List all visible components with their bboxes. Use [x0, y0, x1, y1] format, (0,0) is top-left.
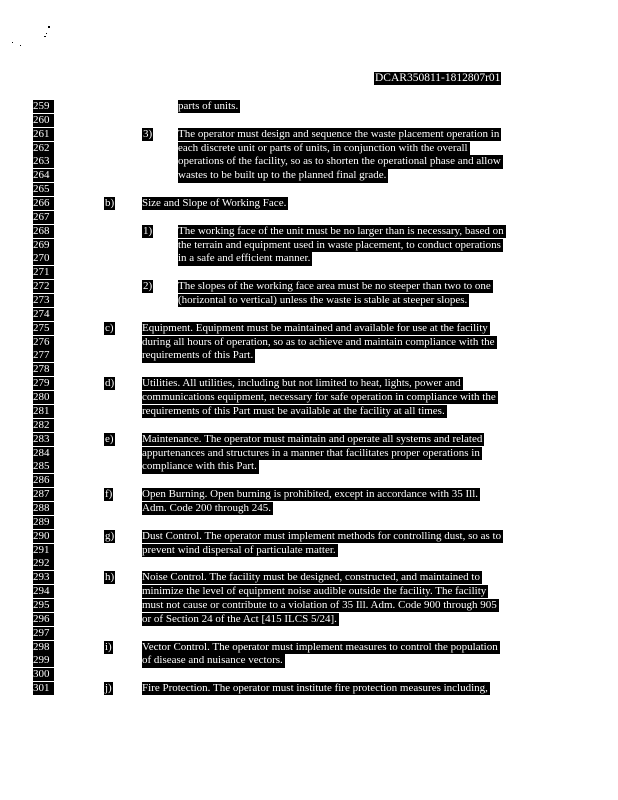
- item-marker: 1): [143, 224, 153, 237]
- text-line: compliance with this Part.: [142, 460, 257, 473]
- line-number: 279: [33, 377, 54, 390]
- line-number: 296: [33, 613, 54, 626]
- line-number: 266: [33, 197, 54, 210]
- line-number: 277: [33, 349, 54, 362]
- line-number: 295: [33, 599, 54, 612]
- line-number: 270: [33, 252, 54, 265]
- line-number: 286: [33, 474, 54, 487]
- scan-speck: [44, 36, 46, 37]
- text-line: parts of units.: [178, 100, 239, 112]
- line-number: 276: [33, 336, 54, 349]
- line-number: 265: [33, 183, 54, 196]
- line-number: 290: [33, 530, 54, 543]
- line-number: 262: [33, 142, 54, 155]
- line-number: 281: [33, 405, 54, 418]
- text-line: in a safe and efficient manner.: [178, 252, 311, 265]
- scan-speck: [48, 26, 50, 28]
- line-number: 284: [33, 447, 54, 460]
- line-number: 288: [33, 502, 54, 515]
- line-number: 268: [33, 225, 54, 238]
- text-line: during all hours of operation, so as to achieve and maintain compliance with the: [142, 335, 495, 348]
- line-number: 283: [33, 433, 54, 446]
- text-line: Vector Control. The operator must implement measures to control the population: [142, 640, 498, 653]
- line-number: 259: [33, 100, 54, 113]
- line-number: 297: [33, 627, 54, 640]
- item-marker: f): [105, 488, 113, 501]
- text-line: Noise Control. The facility must be designed, constructed, and maintained to: [142, 571, 480, 584]
- line-number: 289: [33, 516, 54, 529]
- text-line: Maintenance. The operator must maintain and operate all systems and related: [142, 432, 483, 445]
- line-number: 298: [33, 641, 54, 654]
- text-line: wastes to be built up to the planned final grade.: [178, 169, 387, 182]
- line-number: 271: [33, 266, 54, 279]
- line-number: 299: [33, 654, 54, 667]
- text-line: Fire Protection. The operator must institute fire protection measures including,: [142, 682, 488, 695]
- line-number: 273: [33, 294, 54, 307]
- item-marker: i): [105, 640, 112, 653]
- line-number: 269: [33, 239, 54, 252]
- text-line: each discrete unit or parts of units, in conjunction with the overall: [178, 141, 468, 154]
- line-number: 293: [33, 571, 54, 584]
- line-number: 260: [33, 114, 54, 127]
- line-number: 264: [33, 169, 54, 182]
- item-marker: b): [105, 197, 115, 210]
- line-number: 291: [33, 544, 54, 557]
- item-marker: d): [105, 377, 115, 390]
- item-marker: 2): [143, 280, 153, 293]
- item-marker: g): [105, 529, 115, 542]
- text-line: Adm. Code 200 through 245.: [142, 501, 271, 514]
- line-number: 261: [33, 128, 54, 141]
- line-number: 267: [33, 211, 54, 224]
- text-line: Utilities. All utilities, including but not limited to heat, lights, power and: [142, 377, 461, 390]
- line-number: 287: [33, 488, 54, 501]
- item-marker: 3): [143, 127, 153, 140]
- document-id: DCAR350811-1812807r01: [375, 72, 501, 84]
- line-number: 280: [33, 391, 54, 404]
- text-line: requirements of this Part.: [142, 349, 254, 362]
- text-line: Open Burning. Open burning is prohibited, except in accordance with 35 Ill.: [142, 488, 479, 501]
- item-marker: j): [105, 682, 112, 695]
- text-line: Size and Slope of Working Face.: [142, 197, 287, 210]
- text-line: minimize the level of equipment noise audible outside the facility. The facility: [142, 585, 487, 598]
- text-line: requirements of this Part must be available at the facility at all times.: [142, 404, 445, 417]
- line-number: 274: [33, 308, 54, 321]
- line-number: 282: [33, 419, 54, 432]
- text-line: of disease and nuisance vectors.: [142, 654, 283, 667]
- line-number: 285: [33, 460, 54, 473]
- text-line: operations of the facility, so as to shorten the operational phase and allow: [178, 155, 501, 168]
- text-line: communications equipment, necessary for safe operation in compliance with the: [142, 391, 496, 404]
- text-line: The slopes of the working face area must be no steeper than two to one: [178, 280, 491, 293]
- text-line: The operator must design and sequence the waste placement operation in: [178, 127, 500, 140]
- scan-speck: [46, 33, 47, 34]
- line-number: 300: [33, 668, 54, 681]
- text-line: (horizontal to vertical) unless the waste is stable at steeper slopes.: [178, 294, 468, 307]
- line-number: 301: [33, 682, 54, 695]
- text-line: Dust Control. The operator must implement methods for controlling dust, so as to: [142, 529, 502, 542]
- line-number: 278: [33, 363, 54, 376]
- line-number: 263: [33, 155, 54, 168]
- item-marker: h): [105, 571, 115, 584]
- scan-speck: [20, 45, 21, 46]
- text-line: the terrain and equipment used in waste placement, to conduct operations: [178, 238, 501, 251]
- item-marker: c): [105, 321, 114, 334]
- text-line: appurtenances and structures in a manner that facilitates proper operations in: [142, 446, 480, 459]
- scan-speck: [12, 42, 13, 43]
- text-line: must not cause or contribute to a violation of 35 Ill. Adm. Code 900 through 905: [142, 598, 497, 611]
- text-line: prevent wind dispersal of particulate matter.: [142, 543, 336, 556]
- item-marker: e): [105, 432, 114, 445]
- line-number: 294: [33, 585, 54, 598]
- text-line: Equipment. Equipment must be maintained and available for use at the facility: [142, 321, 488, 334]
- line-number: 292: [33, 557, 54, 570]
- line-number: 275: [33, 322, 54, 335]
- line-number: 272: [33, 280, 54, 293]
- text-line: or of Section 24 of the Act [415 ILCS 5/24].: [142, 612, 337, 625]
- text-line: The working face of the unit must be no larger than is necessary, based on: [178, 224, 504, 237]
